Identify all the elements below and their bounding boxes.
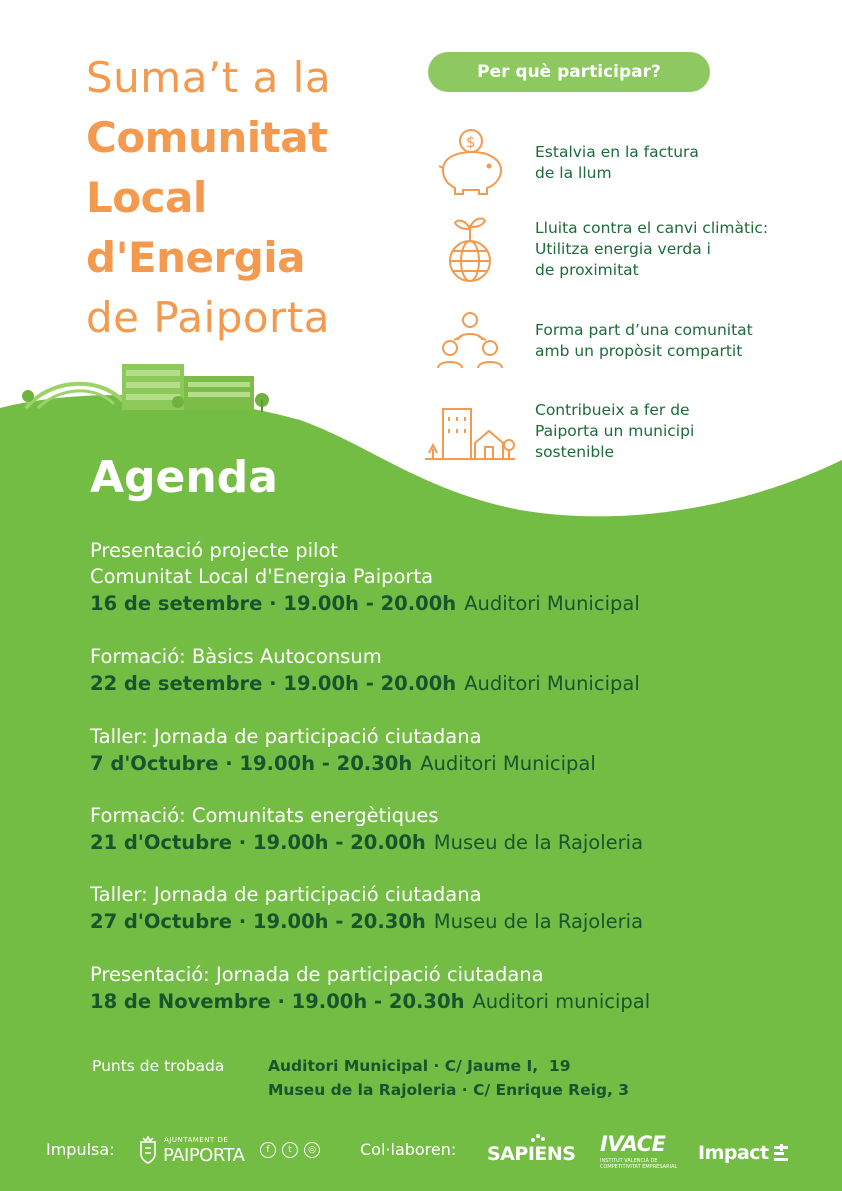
benefit-3-line-1: Forma part d’una comunitat [535, 321, 753, 339]
title-line-1: Suma’t a la [86, 53, 332, 102]
benefit-save-bill [420, 128, 830, 198]
sapiens-logo: SAPIENS [487, 1143, 576, 1165]
benefit-4-line-1: Contribueix a fer de [535, 400, 690, 419]
event-3-date: 7 d'Octubre · 19.00h - 20.30h [90, 752, 413, 775]
impact-e-icon [774, 1144, 790, 1162]
ajuntament-paiporta-logo [138, 1132, 250, 1168]
community-people-icon [420, 306, 520, 376]
benefit-2-line-3: de proximitat [535, 260, 639, 279]
impulsa-label: Impulsa: [46, 1140, 115, 1159]
event-6-place: Auditori municipal [472, 990, 651, 1013]
benefit-4-line-3: sostenible [535, 442, 615, 461]
agenda-event-2 [90, 644, 830, 698]
piggy-bank-icon [420, 128, 520, 198]
title-line-2: Comunitat [86, 113, 328, 162]
event-4-type: Formació: [90, 804, 186, 827]
benefit-1-line-1: Estalvia en la factura [535, 143, 699, 161]
benefit-4-line-2: Paiporta un municipi [535, 421, 695, 440]
event-4-date: 21 d'Octubre · 19.00h - 20.00h [90, 831, 426, 854]
event-1-date: 16 de setembre · 19.00h - 20.00h [90, 592, 457, 615]
event-5-topic: Jornada de participació ciutadana [147, 883, 482, 906]
main-title [86, 48, 331, 348]
benefit-climate [420, 214, 830, 284]
meeting-point-2: Museu de la Rajoleria · C/ Enrique Reig, 3 [268, 1081, 630, 1099]
event-4-topic: Comunitats energètiques [185, 804, 439, 827]
title-line-5: de Paiporta [86, 293, 331, 342]
svg-text:$: $ [466, 133, 476, 151]
benefit-1-line-2: de la llum [535, 164, 612, 182]
colaboren-label: Col·laboren: [360, 1140, 457, 1159]
benefit-sustainable [420, 396, 830, 466]
footer-logos [0, 1128, 842, 1172]
event-3-type: Taller: [90, 725, 148, 748]
event-2-date: 22 de setembre · 19.00h - 20.00h [90, 672, 457, 695]
event-1-place: Auditori Municipal [464, 592, 640, 615]
ivace-subtitle-2: COMPETITIVITAT EMPRESARIAL [600, 1164, 678, 1170]
event-1-type: Presentació projecte pilot [90, 539, 339, 562]
event-5-type: Taller: [90, 883, 148, 906]
event-6-date: 18 de Novembre · 19.00h - 20.30h [90, 990, 465, 1013]
benefit-community [420, 306, 830, 376]
event-6-type: Presentació: [90, 963, 210, 986]
ivace-subtitle-1: INSTITUT VALENCIÀ DE [600, 1158, 658, 1164]
facebook-icon[interactable]: f [260, 1142, 276, 1158]
event-3-topic: Jornada de participació ciutadana [147, 725, 482, 748]
town-buildings-icon [420, 396, 520, 466]
ajuntament-small-text: AJUNTAMENT DE [164, 1136, 229, 1144]
agenda-event-4 [90, 803, 830, 857]
event-2-type: Formació: [90, 645, 186, 668]
agenda-heading: Agenda [90, 452, 278, 503]
event-2-place: Auditori Municipal [464, 672, 640, 695]
title-line-4: d'Energia [86, 233, 306, 282]
instagram-icon[interactable]: ◎ [304, 1142, 320, 1158]
agenda-event-6 [90, 962, 830, 1016]
event-2-topic: Bàsics Autoconsum [185, 645, 382, 668]
event-3-place: Auditori Municipal [420, 752, 596, 775]
event-5-date: 27 d'Octubre · 19.00h - 20.30h [90, 910, 426, 933]
agenda-event-3 [90, 724, 830, 778]
meeting-point-1: Auditori Municipal · C/ Jaume I, 19 [268, 1057, 571, 1075]
benefit-2-line-2: Utilitza energia verda i [535, 239, 711, 258]
sprout-globe-icon [420, 214, 520, 284]
why-participate-pill: Per què participar? [428, 52, 710, 92]
agenda-event-5 [90, 882, 830, 936]
paiporta-wordmark: PAIPORTA [163, 1145, 245, 1166]
meeting-points [92, 1054, 629, 1102]
skyline-illustration [18, 352, 278, 418]
paiporta-crest-icon [138, 1136, 158, 1164]
meeting-points-label: Punts de trobada [92, 1057, 225, 1075]
event-4-place: Museu de la Rajoleria [433, 831, 644, 854]
agenda-event-1 [90, 538, 830, 618]
benefit-3-line-2: amb un propòsit compartit [535, 342, 743, 360]
event-6-topic: Jornada de participació ciutadana [209, 963, 544, 986]
impact-logo: Impact [698, 1142, 769, 1164]
event-1-line-2: Comunitat Local d'Energia Paiporta [90, 565, 434, 588]
ivace-wordmark: IVACE [600, 1132, 666, 1156]
benefit-2-line-1: Lluita contra el canvi climàtic: [535, 218, 769, 237]
event-5-place: Museu de la Rajoleria [433, 910, 644, 933]
ivace-logo [600, 1132, 680, 1172]
title-line-3: Local [86, 173, 207, 222]
twitter-icon[interactable]: t [282, 1142, 298, 1158]
sapiens-dots-icon [530, 1132, 546, 1144]
